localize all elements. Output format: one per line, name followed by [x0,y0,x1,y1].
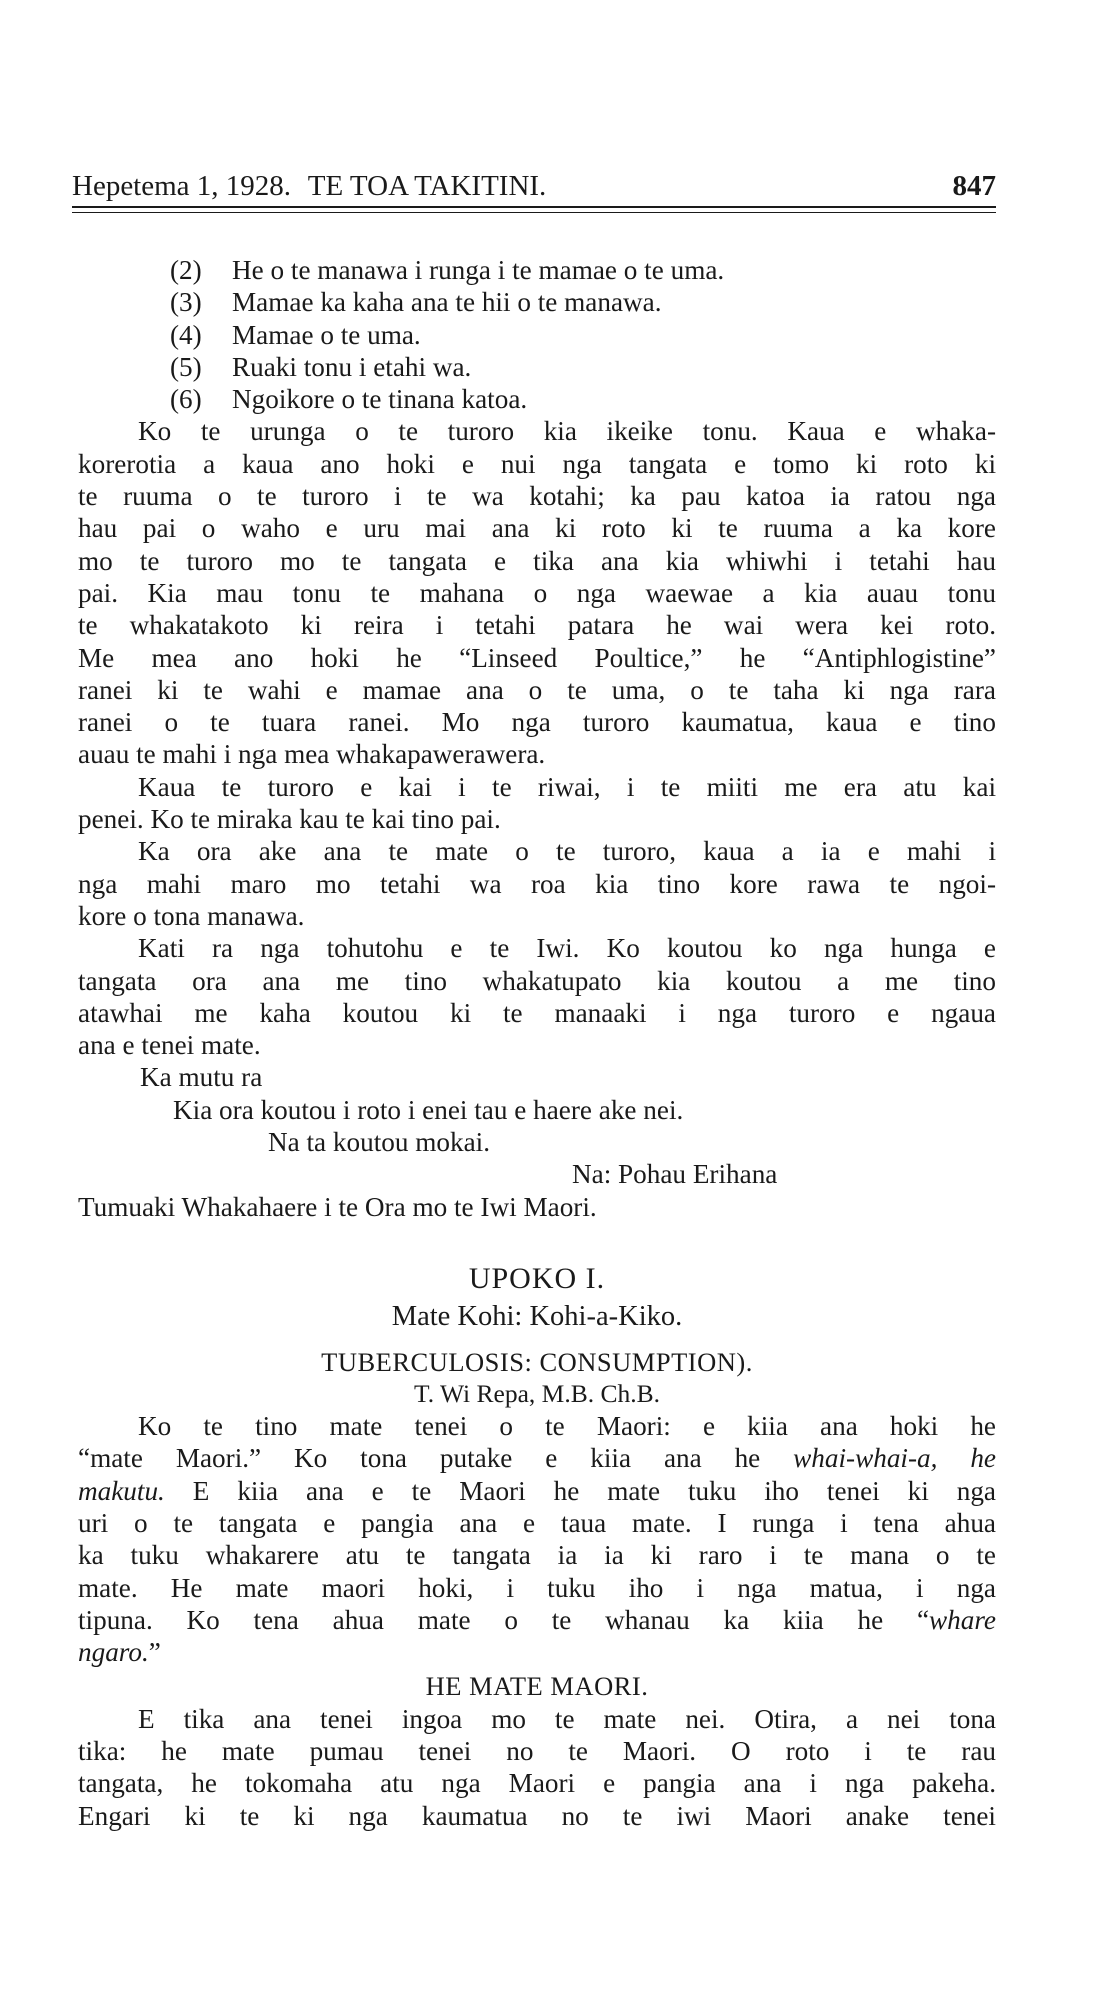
italic-term: whare [929,1604,996,1635]
closing-line: Kia ora koutou i roto i enei tau e haere ake nei. [173,1094,684,1125]
text-line [78,1636,996,1668]
list-item-text: Ruaki tonu i etahi wa. [232,351,472,382]
paragraph [78,415,996,770]
text-line: pai. Kia mau tonu te mahana o nga waewae a kia auau tonu [78,577,996,608]
text-line: ranei o te tuara ranei. Mo nga turoro kaumatua, kaua e tino [78,707,996,738]
list-item-number: (3) [170,287,202,318]
text-line: Engari ki te ki nga kaumatua no te iwi Maori anake tenei [78,1800,996,1831]
italic-term: whai-whai-a, he [793,1443,996,1474]
text-line: Kaua te turoro e kai i te riwai, i te miiti me era atu kai [138,771,996,802]
chapter-subheading: Mate Kohi: Kohi-a-Kiko. [391,1301,683,1333]
text-line [78,1442,996,1474]
text-line: Ko te tino mate tenei o te Maori: e kiia ana hoki he [138,1411,996,1442]
header-rule [72,206,996,208]
text-line: Kati ra nga tohutohu e te Iwi. Ko koutou ko nga hunga e [138,933,996,964]
list-item [78,254,996,286]
section-heading: HE MATE MAORI. [425,1671,649,1702]
list-item [78,383,996,415]
list-item-text: He o te manawa i runga i te mamae o te uma. [232,255,725,285]
text-line: ka tuku whakarere atu te tangata ia ia ki raro i te mana o te [78,1540,996,1571]
list-item-text: Mamae ka kaha ana te hii o te manawa. [232,287,662,318]
text-span: tipuna. Ko tena ahua mate o te whanau ka kiia he “ [78,1604,930,1635]
text-line: mo te turoro mo te tangata e tika ana kia whiwhi i tetahi hau [78,545,996,576]
page-header [72,168,996,204]
paragraph [78,771,996,836]
text-line: penei. Ko te miraka kau te kai tino pai. [78,804,501,835]
signature-title: Tumuaki Whakahaere i te Ora mo te Iwi Maori. [78,1191,597,1222]
text-line: mate. He mate maori hoki, i tuku iho i nga matua, i nga [78,1572,996,1603]
header-publication: TE TOA TAKITINI. [307,170,547,202]
text-line: hau pai o waho e uru mai ana ki roto ki te ruuma a ka kore [78,513,996,544]
text-line: kore o tona manawa. [78,900,305,931]
text-line: te whakatakoto ki reira i tetahi patara he wai wera kei roto. [78,610,996,641]
text-line [78,1604,996,1636]
text-span: E kiia ana e te Maori he mate tuku iho tenei ki nga [164,1475,996,1506]
text-line: tangata ora ana me tino whakatupato kia koutou a me tino [78,965,996,996]
paragraph [78,1410,996,1668]
text-line: tika: he mate pumau tenei no te Maori. O roto i te rau [78,1736,996,1767]
closing-line: Ka mutu ra [140,1062,263,1093]
text-line: tangata, he tokomaha atu nga Maori e pangia ana i nga pakeha. [78,1768,996,1799]
signature-name: Na: Pohau Erihana [572,1159,778,1190]
text-line: te ruuma o te turoro i te wa kotahi; ka pau katoa ia ratou nga [78,481,996,512]
italic-term: ngaro. [78,1637,149,1668]
list-item-number: (5) [170,351,202,382]
text-line: auau te mahi i nga mea whakapawerawera. [78,739,546,770]
list-item [78,351,996,383]
paragraph [78,835,996,932]
list-item-text: Mamae o te uma. [232,319,421,350]
list-item [78,319,996,351]
list-item-text: Ngoikore o te tinana katoa. [232,384,528,415]
chapter-heading: UPOKO I. [468,1261,606,1295]
italic-term: makutu. [78,1475,165,1506]
text-line: Me mea ano hoki he “Linseed Poultice,” he “Antiphlogistine” [78,642,996,673]
text-span: ” [148,1637,161,1668]
chapter-author: T. Wi Repa, M.B. Ch.B. [414,1378,660,1408]
list-item-number: (6) [170,384,202,415]
header-left [72,168,556,204]
paragraph [78,932,996,1061]
text-line: ana e tenei mate. [78,1030,261,1061]
list-item-number: (2) [170,255,202,285]
page-body [78,254,996,1832]
text-line [78,1475,996,1507]
page-number: 847 [952,170,996,202]
header-rule-thin [72,212,996,213]
text-line: E tika ana tenei ingoa mo te mate nei. Otira, a nei tona [138,1703,996,1734]
header-date: Hepetema 1, 1928. [72,170,292,202]
paragraph [78,1703,996,1832]
text-line: Ko te urunga o te turoro kia ikeike tonu. Kaua e whaka- [138,416,996,447]
text-line: uri o te tangata e pangia ana e taua mate. I runga i tena ahua [78,1507,996,1538]
letter-closing [78,1061,996,1222]
text-line: korerotia a kaua ano hoki e nui nga tangata e tomo ki roto ki [78,448,996,479]
text-line: Ka ora ake ana te mate o te turoro, kaua a ia e mahi i [138,836,996,867]
list-item [78,286,996,318]
closing-line: Na ta koutou mokai. [268,1127,490,1158]
list-item-number: (4) [170,319,202,350]
chapter-english-title: TUBERCULOSIS: CONSUMPTION). [321,1346,753,1377]
text-span: “mate Maori.” Ko tona putake e kiia ana he [78,1443,794,1474]
text-line: ranei ki te wahi e mamae ana o te uma, o te taha ki nga rara [78,674,996,705]
text-line: atawhai me kaha koutou ki te manaaki i nga turoro e ngaua [78,997,996,1028]
text-line: nga mahi maro mo tetahi wa roa kia tino kore rawa te ngoi- [78,868,996,899]
